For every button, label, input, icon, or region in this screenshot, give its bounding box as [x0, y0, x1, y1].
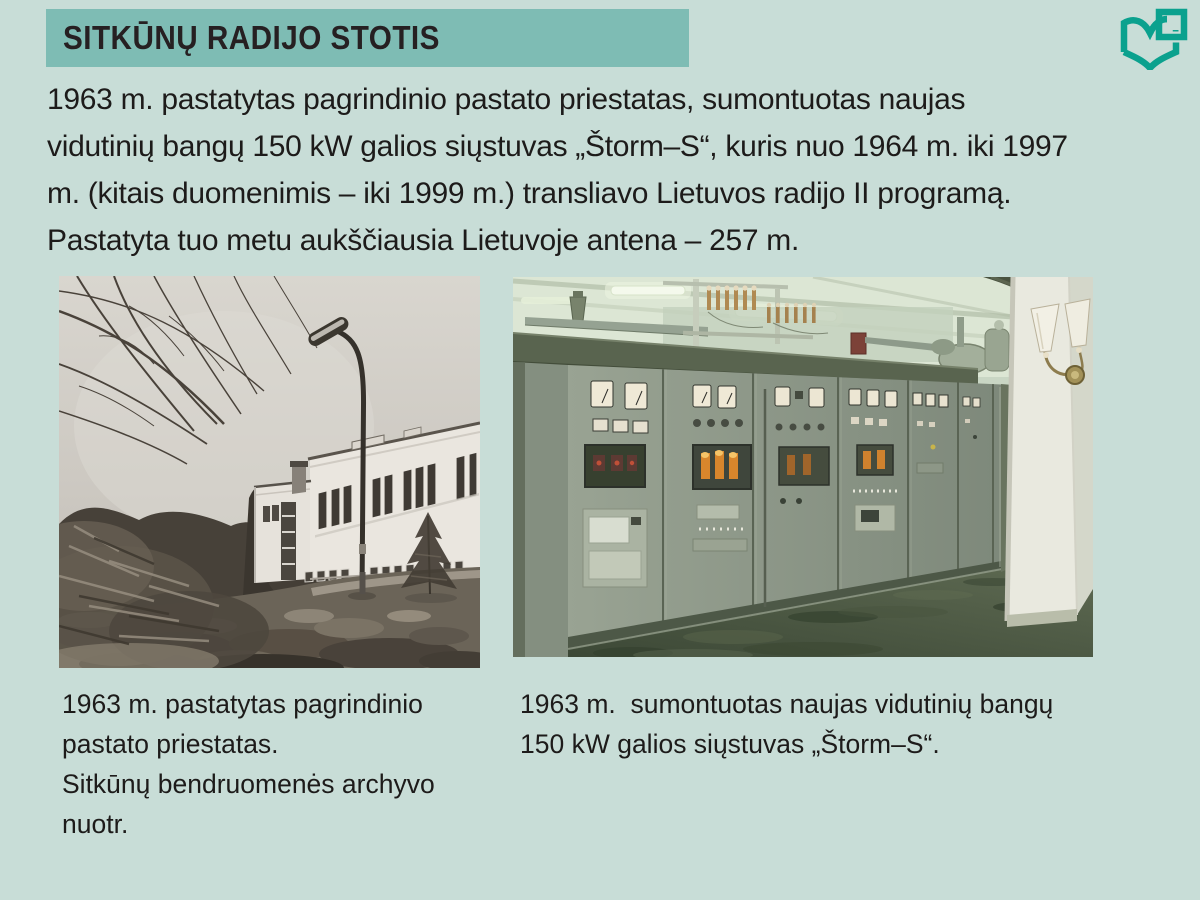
paragraph-line: Pastatyta tuo metu aukščiausia Lietuvoje antena – 257 m.	[47, 224, 800, 257]
paragraph-line: 1963 m. pastatytas pagrindinio pastato priestatas, sumontuotas naujas	[47, 83, 966, 116]
paragraph-line: m. (kitais duomenimis – iki 1999 m.) transliavo Lietuvos radijo II programą.	[47, 177, 1012, 210]
book-link-logo-icon	[1112, 8, 1188, 70]
left-photo-caption	[62, 684, 435, 844]
body-paragraph	[47, 76, 1068, 264]
right-photo-caption	[520, 684, 1053, 764]
page-title: SITKŪNŲ RADIJO STOTIS	[63, 19, 440, 56]
caption-line: 1963 m. sumontuotas naujas vidutinių bangų	[520, 689, 1054, 719]
title-bar	[46, 9, 689, 67]
left-photo-building	[59, 276, 480, 668]
caption-line: pastato priestatas.	[62, 729, 279, 759]
caption-line: 1963 m. pastatytas pagrindinio	[62, 689, 423, 719]
caption-line: Sitkūnų bendruomenės archyvo	[62, 769, 435, 799]
caption-line: 150 kW galios siųstuvas „Štorm–S“.	[520, 729, 940, 759]
right-photo-transmitter	[513, 277, 1093, 657]
paragraph-line: vidutinių bangų 150 kW galios siųstuvas „Štorm–S“, kuris nuo 1964 m. iki 1997	[47, 130, 1068, 163]
caption-line: nuotr.	[62, 809, 129, 839]
